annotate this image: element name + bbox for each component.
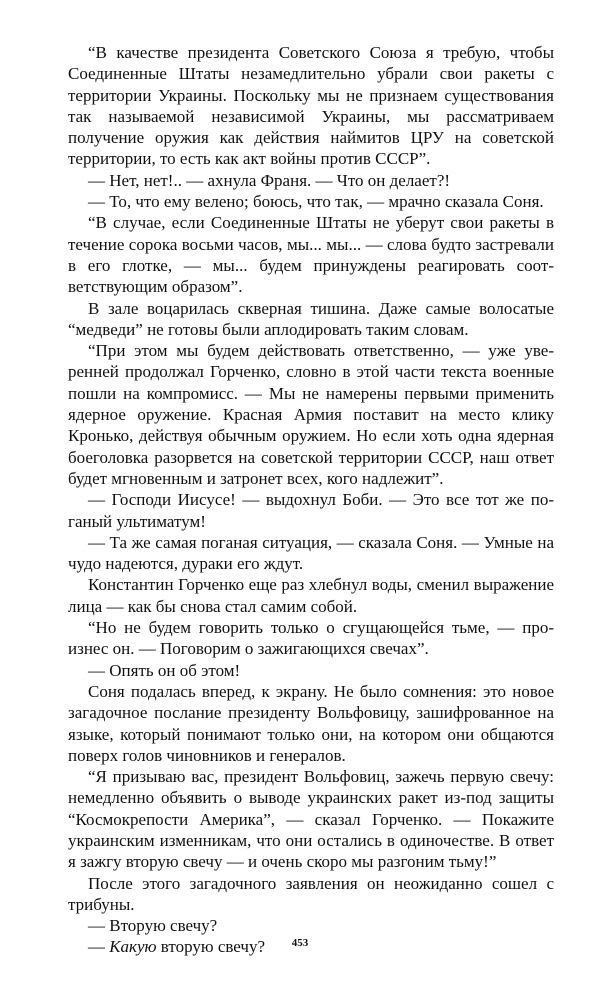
paragraph-5: В зале воцарилась скверная тишина. Даже самые волосатые “медведи” не готовы были аплодировать таким словам. [68, 298, 554, 339]
page-text [68, 42, 554, 958]
paragraph-11: — Опять он об этом! [88, 660, 241, 680]
paragraph-10: “Но не будем говорить только о сгущающейся тьме, — произнес он. — Поговорим о зажигающихся свечах”. [68, 618, 554, 659]
paragraph-4: “В случае, если Соединенные Штаты не уберут свои ракеты в течение сорока восьми часов, мы... мы... — слова будто застревали в его глотке, — мы... будем принуждены реагировать соответствующим образом”. [68, 213, 554, 297]
paragraph-2: — Нет, нет!.. — ахнула Франя. — Что он делает?! [88, 170, 451, 190]
paragraph-8: — Та же самая поганая ситуация, — сказала Соня. — Умные на чудо надеются, дураки его ждут. [68, 532, 554, 574]
paragraph-9: Константин Горченко еще раз хлебнул воды, сменил выражение лица — как бы снова стал самим собой. [68, 575, 554, 616]
paragraph-7: — Господи Иисусе! — выдохнул Боби. — Это все тот же поганый ультиматум! [68, 490, 554, 531]
line-rest: вторую свечу? [156, 937, 266, 957]
paragraph-12: Соня подалась вперед, к экрану. Не было сомнения: это новое загадочное послание президенту Вольфовицу, зашифрованное на языке, который понимают только они, на котором они общаются поверх голов чиновников и генералов. [68, 681, 554, 765]
paragraph-14: После этого загадочного заявления он неожиданно сошел с трибуны. [68, 873, 554, 914]
page-number: 453 [291, 937, 309, 949]
paragraph-3: — То, что ему велено; боюсь, что так, — мрачно сказала Соня. [88, 192, 544, 212]
paragraph-15: — Вторую свечу? [88, 916, 218, 936]
paragraph-6: “При этом мы будем действовать ответственно, — уже уверенней продолжал Горченко, словно в этой части текста военные пошли на компромисс. — Мы не намерены первыми применить ядерное оружение. Красная Армия поставит на место клику Кронько, действуя обычным оружием. Но если хоть одна ядерная боеголовка разорвется на советской территории СССР, наш ответ будет мгновенным и затронет всех, кого надлежит”. [68, 341, 554, 488]
paragraph-13: “Я призываю вас, президент Вольфовиц, зажечь первую свечу: немедленно объявить о выводе украинских ракет из-под защиты “Космокрепости Америка”, — сказал Горченко. — Покажите украинским изменникам, что они остались в одиночестве. В ответ я зажгу вторую свечу — и очень скоро мы разгоним тьму!” [68, 767, 554, 872]
dash-prefix: — [88, 937, 110, 957]
emphasis-word: Какую [109, 937, 157, 957]
paragraph-1: “В качестве президента Советского Союза я требую, чтобы Соединенные Штаты незамедлительно убрали свои ракеты с территории Украины. Поскольку мы не признаем существования так называемой независимой Украины, мы рассматриваем получение оружия как действия наймитов ЦРУ на советской территории, то есть как акт войны против СССР”. [68, 43, 554, 169]
